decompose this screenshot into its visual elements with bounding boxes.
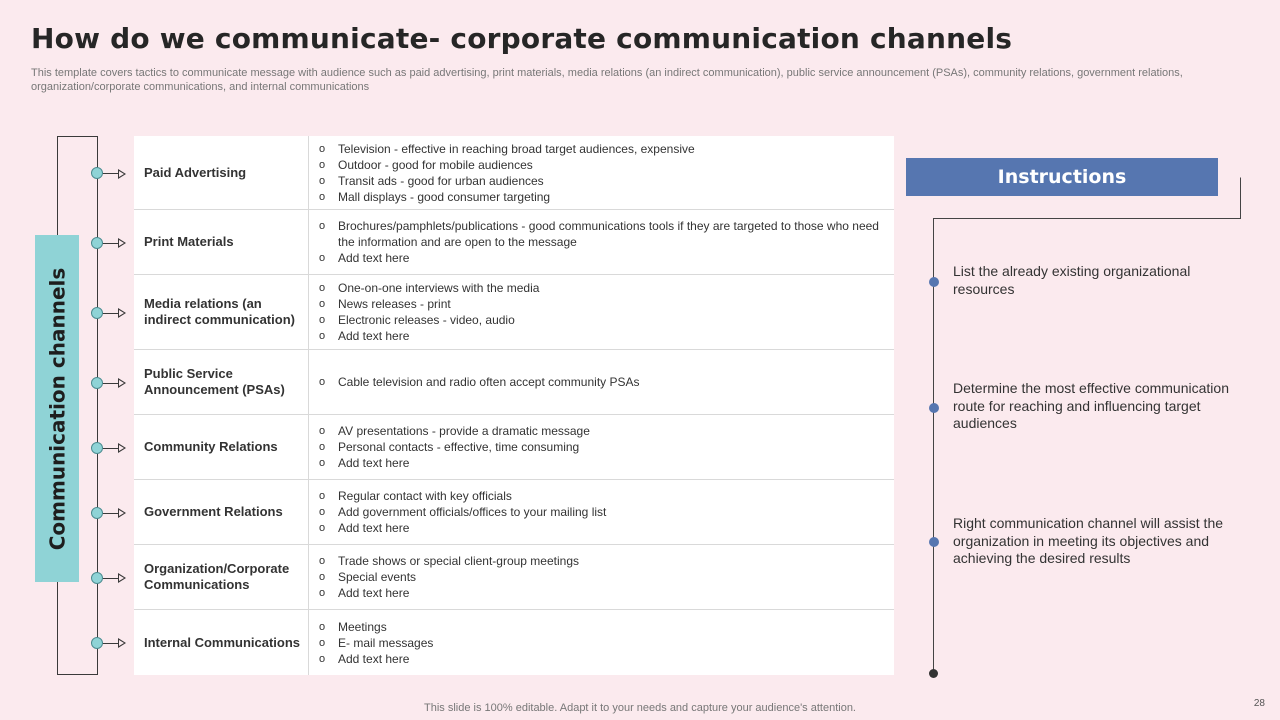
channel-item (319, 585, 880, 601)
channel-items (309, 136, 894, 209)
bullet-icon: o (319, 252, 326, 264)
channel-item (319, 504, 880, 520)
channel-item (319, 635, 880, 651)
arrow-right-icon (118, 573, 126, 583)
channel-name: Internal Communications (134, 610, 309, 675)
channel-row (134, 545, 894, 610)
arrow-right-icon (118, 169, 126, 179)
arrow-right-icon (118, 443, 126, 453)
arrow-right-icon (118, 508, 126, 518)
arrow-right-icon (118, 378, 126, 388)
channel-name: Paid Advertising (134, 136, 309, 209)
channel-item-text: Meetings (338, 619, 387, 634)
bullet-icon: o (319, 174, 326, 187)
connector-node-icon (91, 572, 103, 584)
connector-node-icon (91, 167, 103, 179)
channel-item-text: News releases - print (338, 297, 451, 311)
channel-item (319, 280, 880, 296)
bullet-icon: o (319, 587, 326, 599)
instruction-point: Determine the most effective communication route for reaching and influencing target audiences (953, 380, 1229, 431)
page-title: How do we communicate- corporate communication channels (31, 22, 1013, 55)
channel-item (319, 619, 880, 635)
bullet-icon: o (319, 142, 326, 155)
instruction-dot-icon (929, 277, 939, 287)
side-label: Communication channels (45, 267, 69, 550)
channel-name: Community Relations (134, 415, 309, 479)
channel-item (319, 218, 880, 250)
channel-item (319, 189, 880, 205)
channel-item (319, 520, 880, 536)
channel-item-text: Mall displays - good consumer targeting (338, 189, 551, 204)
channels-table (134, 136, 894, 675)
bullet-icon: o (319, 298, 326, 310)
channel-row (134, 415, 894, 480)
channel-item (319, 328, 880, 344)
channel-item-text: Add text here (338, 651, 410, 666)
arrow-right-icon (118, 638, 126, 648)
connector-node-icon (91, 637, 103, 649)
channel-item-text: Electronic releases - video, audio (338, 313, 515, 327)
instructions-timeline (933, 219, 934, 673)
channel-name: Public Service Announcement (PSAs) (134, 350, 309, 414)
channel-item (319, 488, 880, 504)
channel-item (319, 312, 880, 328)
channel-item-text: E- mail messages (338, 635, 434, 650)
page-subtitle: This template covers tactics to communicate message with audience such as paid advertising, print materials, media relations (an indirect communication), public service announcement (PSAs), community relations, government relations, organization/corporate communications, and internal communications (31, 67, 1183, 93)
channel-item (319, 651, 880, 667)
page-number: 28 (1253, 698, 1265, 709)
channel-item (319, 439, 880, 455)
connector-node-icon (91, 377, 103, 389)
channel-item-text: Trade shows or special client-group meetings (338, 554, 580, 568)
channel-items (309, 545, 894, 609)
channel-item-text: One-on-one interviews with the media (338, 281, 540, 295)
bullet-icon: o (319, 620, 326, 633)
bullet-icon: o (319, 490, 326, 502)
channel-item (319, 423, 880, 439)
channel-item-text: Outdoor - good for mobile audiences (338, 157, 533, 172)
connector-node-icon (91, 307, 103, 319)
bullet-icon: o (319, 636, 326, 649)
bullet-icon: o (319, 425, 326, 437)
arrow-right-icon (118, 308, 126, 318)
footer-note: This slide is 100% editable. Adapt it to your needs and capture your audience's attention. (424, 702, 856, 714)
timeline-end-dot (929, 669, 938, 678)
bullet-icon: o (319, 441, 326, 453)
channel-item-text: Brochures/pamphlets/publications - good communications tools if they are targeted to those who need the information and are open to the message (338, 219, 879, 249)
channel-item (319, 296, 880, 312)
connector-node-icon (91, 442, 103, 454)
channel-name: Print Materials (134, 210, 309, 274)
bullet-icon: o (319, 506, 326, 518)
bullet-icon: o (319, 220, 326, 232)
instruction-point: Right communication channel will assist the organization in meeting its objectives and achieving the desired results (953, 515, 1224, 566)
channel-item-text: AV presentations - provide a dramatic message (338, 424, 590, 438)
channel-item-text: Regular contact with key officials (338, 489, 512, 503)
channel-item (319, 455, 880, 471)
channel-item-text: Add text here (338, 521, 410, 535)
instruction-dot-icon (929, 537, 939, 547)
instructions-heading: Instructions (906, 158, 1218, 196)
channel-item-text: Special events (338, 570, 417, 584)
channel-item (319, 141, 880, 157)
arrow-right-icon (118, 238, 126, 248)
side-label-box (35, 235, 79, 582)
channel-item-text: Television - effective in reaching broad target audiences, expensive (338, 141, 695, 156)
channel-item (319, 569, 880, 585)
channel-name: Organization/Corporate Communications (134, 545, 309, 609)
bullet-icon: o (319, 555, 326, 567)
channel-row (134, 480, 894, 545)
bullet-icon: o (319, 571, 326, 583)
bullet-icon: o (319, 190, 326, 203)
channel-item (319, 157, 880, 173)
channel-item (319, 250, 880, 266)
channel-row (134, 210, 894, 275)
channel-item-text: Add text here (338, 251, 410, 265)
connector-node-icon (91, 237, 103, 249)
channel-row (134, 610, 894, 675)
channel-item-text: Add government officials/offices to your mailing list (338, 505, 607, 519)
channel-items (309, 350, 894, 414)
channel-row (134, 275, 894, 350)
channel-row (134, 136, 894, 210)
channel-name: Media relations (an indirect communication) (134, 275, 309, 349)
bullet-icon: o (319, 282, 326, 294)
channel-item-text: Personal contacts - effective, time consuming (338, 440, 580, 454)
bullet-icon: o (319, 522, 326, 534)
bullet-icon: o (319, 376, 326, 388)
bullet-icon: o (319, 652, 326, 665)
bullet-icon: o (319, 158, 326, 171)
bullet-icon: o (319, 314, 326, 326)
channel-items (309, 480, 894, 544)
channel-item (319, 374, 880, 390)
instruction-dot-icon (929, 403, 939, 413)
instruction-point: List the already existing organizational resources (953, 263, 1191, 297)
channel-item-text: Transit ads - good for urban audiences (338, 173, 544, 188)
channel-item-text: Add text here (338, 329, 410, 343)
channel-items (309, 210, 894, 274)
channel-items (309, 415, 894, 479)
channel-item (319, 173, 880, 189)
channel-item-text: Add text here (338, 586, 410, 600)
bullet-icon: o (319, 457, 326, 469)
bullet-icon: o (319, 330, 326, 342)
channel-item (319, 553, 880, 569)
channel-name: Government Relations (134, 480, 309, 544)
channel-items (309, 610, 894, 675)
channel-item-text: Add text here (338, 456, 410, 470)
connector-node-icon (91, 507, 103, 519)
channel-row (134, 350, 894, 415)
channel-item-text: Cable television and radio often accept community PSAs (338, 375, 640, 389)
channel-items (309, 275, 894, 349)
